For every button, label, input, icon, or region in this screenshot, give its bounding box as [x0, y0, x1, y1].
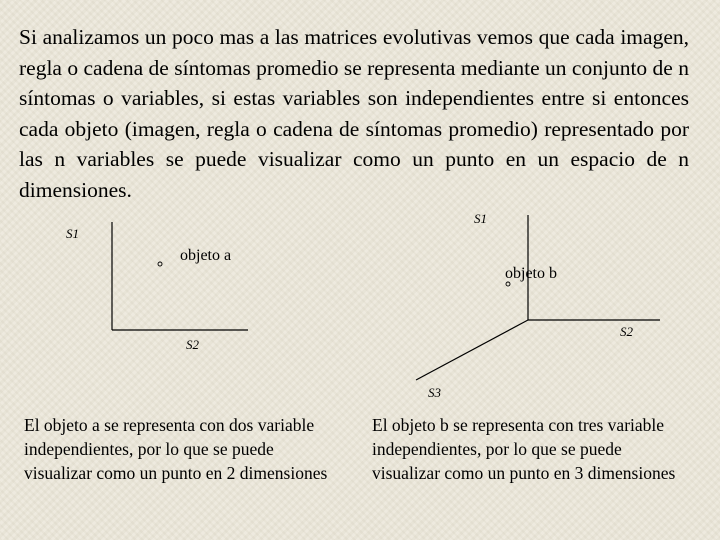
label-objeto-b: objeto b — [505, 265, 557, 282]
axis-label-s3-3d: S3 — [428, 385, 441, 400]
axis-label-s2-2d: S2 — [186, 337, 199, 352]
caption-objeto-b: El objeto b se representa con tres variable independientes, por lo que se puede visualizar como un punto en 3 dimensiones — [372, 415, 676, 483]
point-objeto-a — [158, 262, 162, 266]
axis-label-s2-3d: S2 — [620, 324, 633, 339]
intro-paragraph: Si analizamos un poco mas a las matrices evolutivas vemos que cada imagen, regla o cadena de síntomas promedio se representa mediante un conjunto de n síntomas o variables, si estas variables son independientes entre si entonces cada objeto (imagen, regla o cadena de síntomas promedio) representado por las n variables se puede visualizar como un punto en un espacio de n dimensiones. — [19, 25, 689, 202]
axis-label-s1-2d: S1 — [66, 226, 79, 241]
axis-3d-diagonal — [416, 320, 528, 380]
caption-objeto-a: El objeto a se representa con dos variable independientes, por lo que se puede visualizar como un punto en 2 dimensiones — [24, 415, 328, 483]
label-objeto-a: objeto a — [180, 247, 232, 264]
axis-label-s1-3d: S1 — [474, 211, 487, 226]
